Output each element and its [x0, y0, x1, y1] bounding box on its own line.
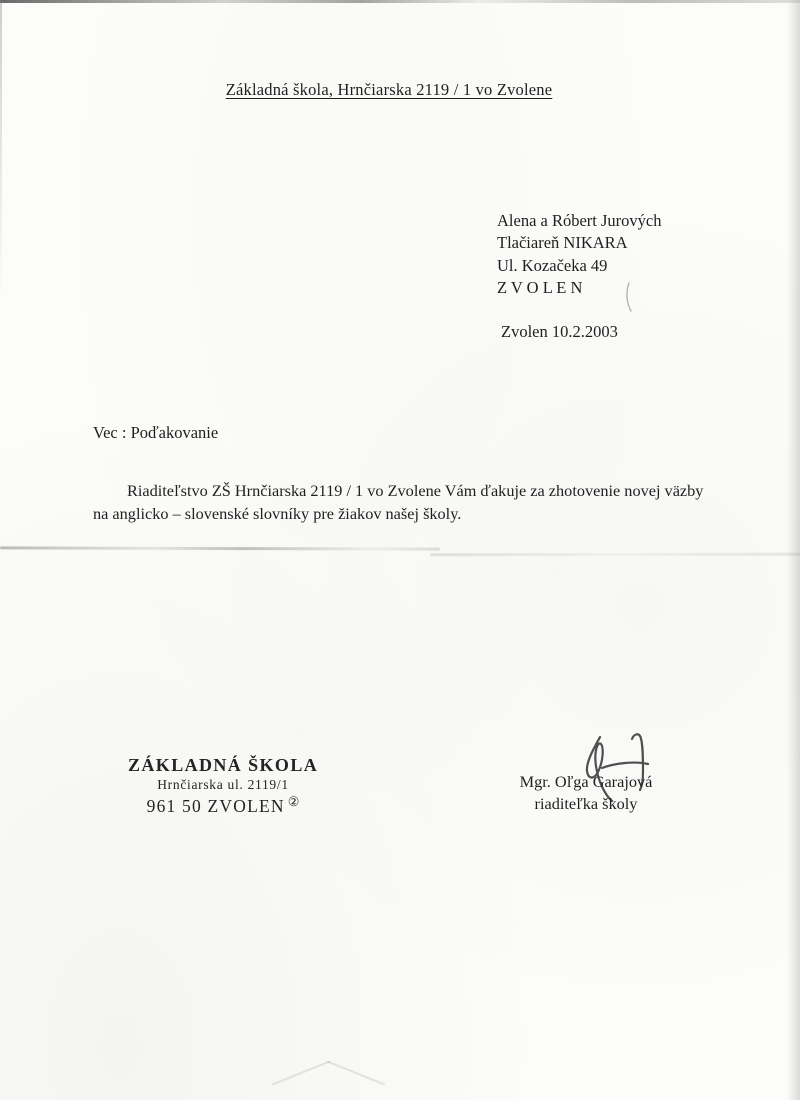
subject-line: Vec : Poďakovanie: [93, 423, 219, 442]
recipient-block: [497, 210, 662, 300]
school-stamp: [128, 755, 318, 817]
signature-block: [516, 771, 656, 814]
stamp-city-text: 961 50 ZVOLEN: [146, 796, 285, 816]
dateline: Zvolen 10.2.2003: [501, 322, 618, 341]
body-paragraph: [93, 479, 725, 525]
bottom-crease-mark: [272, 1060, 330, 1085]
signatory-name: Mgr. Oľga Garajová: [519, 772, 653, 791]
letter-heading: Základná škola, Hrnčiarska 2119 / 1 vo Zvolene: [225, 80, 553, 99]
recipient-street: Ul. Kozačeka 49: [497, 255, 608, 275]
bottom-crease-mark: [327, 1060, 385, 1085]
recipient-name: Alena a Róbert Jurových: [497, 211, 662, 230]
signatory-title: riaditeľka školy: [534, 793, 638, 813]
fold-crease-right: [430, 553, 800, 557]
stamp-school-name: ZÁKLADNÁ ŠKOLA: [128, 755, 319, 775]
stamp-city: [128, 794, 318, 817]
stamp-number-badge: ②: [287, 794, 300, 809]
body-line: Riaditeľstvo ZŠ Hrnčiarska 2119 / 1 vo Zvolene Vám ďakuje za zhotovenie novej väzby: [127, 481, 704, 500]
body-line: na anglicko – slovenské slovníky pre žiakov našej školy.: [93, 504, 462, 523]
scan-edge-top: [0, 0, 800, 3]
scan-edge-left: [0, 0, 2, 300]
fold-crease-left: [0, 546, 440, 550]
recipient-company: Tlačiareň NIKARA: [497, 233, 628, 253]
stamp-street: Hrnčiarska ul. 2119/1: [157, 777, 289, 792]
scan-edge-right: [787, 0, 800, 1100]
recipient-city: Z V O L E N: [497, 278, 583, 298]
